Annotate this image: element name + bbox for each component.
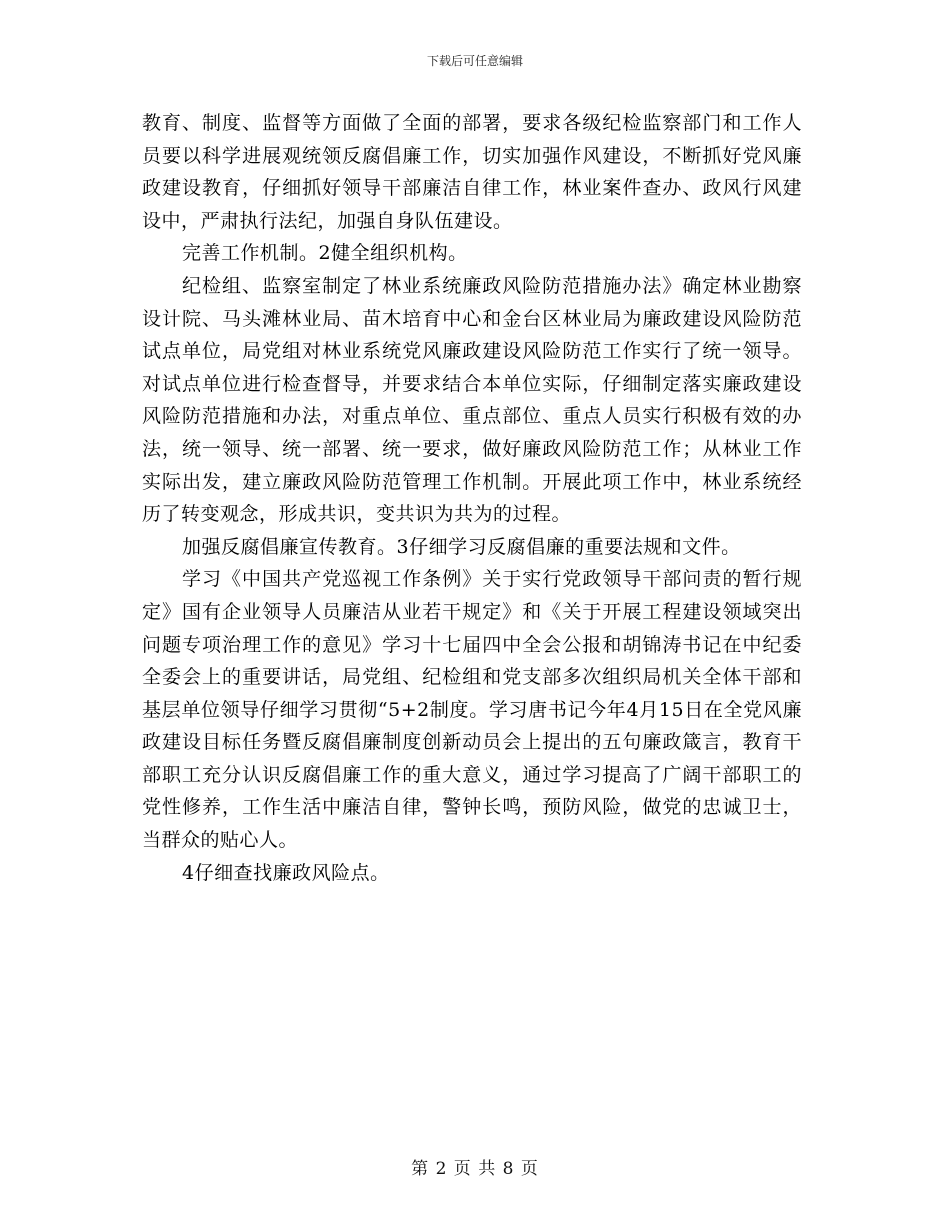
document-body bbox=[142, 107, 802, 889]
page-header-note: 下载后可任意编辑 bbox=[426, 54, 523, 68]
paragraph-4: 加强反腐倡廉宣传教育。3仔细学习反腐倡廉的重要法规和文件。 bbox=[182, 535, 741, 558]
paragraph-6: 4仔细查找廉政风险点。 bbox=[182, 861, 390, 884]
paragraph-3: 纪检组、监察室制定了林业系统廉政风险防范措施办法》确定林业勘察设计院、马头滩林业局、苗木培育中心和金台区林业局为廉政建设风险防范试点单位，局党组对林业系统党风廉政建设风险防范工作实行了统一领导。对试点单位进行检查督导，并要求结合本单位实际，仔细制定落实廉政建设风险防范措施和办法，对重点单位、重点部位、重点人员实行积极有效的办法，统一领导、统一部署、统一要求，做好廉政风险防范工作；从林业工作实际出发，建立廉政风险防范管理工作机制。开展此项工作中，林业系统经历了转变观念，形成共识，变共识为共为的过程。 bbox=[142, 274, 802, 526]
paragraph-2: 完善工作机制。2健全组织机构。 bbox=[182, 242, 468, 265]
page-number: 第 2 页 共 8 页 bbox=[411, 1159, 539, 1179]
paragraph-1: 教育、制度、监督等方面做了全面的部署，要求各级纪检监察部门和工作人员要以科学进展观统领反腐倡廉工作，切实加强作风建设，不断抓好党风廉政建设教育，仔细抓好领导干部廉洁自律工作，林业案件查办、政风行风建设中，严肃执行法纪，加强自身队伍建设。 bbox=[142, 112, 802, 232]
paragraph-5: 学习《中国共产党巡视工作条例》关于实行党政领导干部问责的暂行规定》国有企业领导人员廉洁从业若干规定》和《关于开展工程建设领域突出问题专项治理工作的意见》学习十七届四中全会公报和胡锦涛书记在中纪委全委会上的重要讲话，局党组、纪检组和党支部多次组织局机关全体干部和基层单位领导仔细学习贯彻“5+2制度。学习唐书记今年4月15日在全党风廉政建设目标任务暨反腐倡廉制度创新动员会上提出的五句廉政箴言，教育干部职工充分认识反腐倡廉工作的重大意义，通过学习提高了广阔干部职工的党性修养，工作生活中廉洁自律，警钟长鸣，预防风险，做党的忠诚卫士，当群众的贴心人。 bbox=[142, 568, 802, 852]
